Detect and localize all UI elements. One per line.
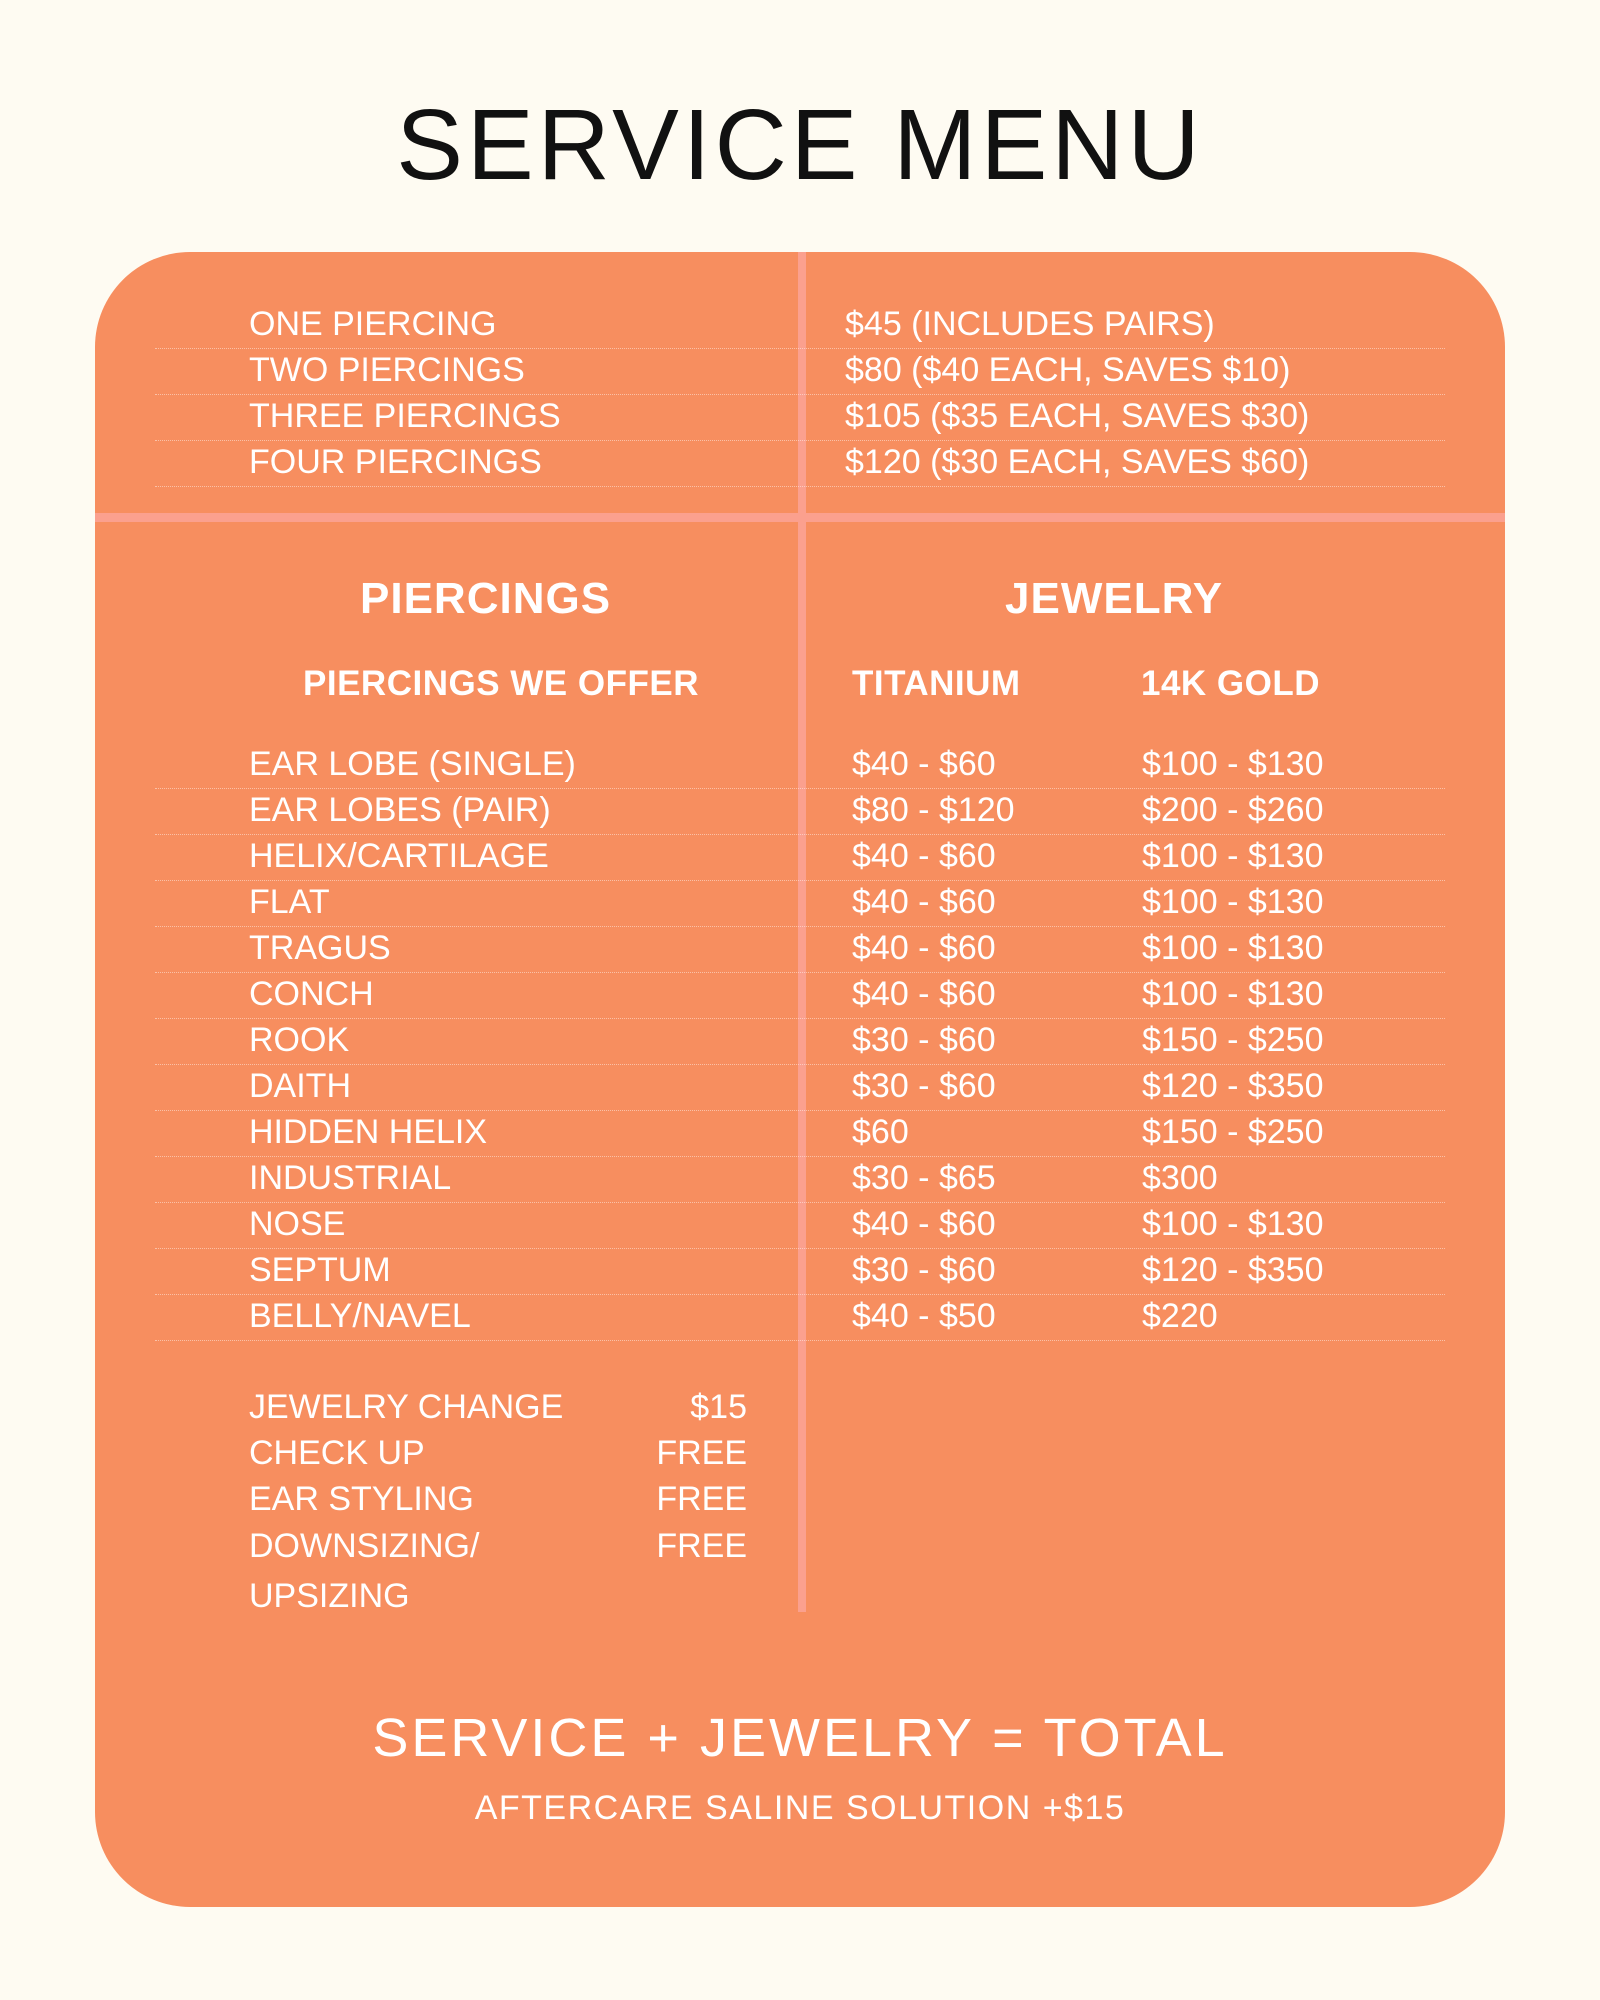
piercing-row xyxy=(155,880,1445,927)
gold-price: $120 - $350 xyxy=(1142,1067,1324,1105)
piercing-name: ROOK xyxy=(249,1021,350,1059)
piercing-name: BELLY/NAVEL xyxy=(249,1297,471,1335)
gold-price: $100 - $130 xyxy=(1142,975,1324,1013)
piercing-row xyxy=(155,1110,1445,1157)
titanium-price: $40 - $60 xyxy=(852,929,996,967)
gold-price: $100 - $130 xyxy=(1142,883,1324,921)
titanium-heading: TITANIUM xyxy=(852,664,1021,703)
piercing-row xyxy=(155,1248,1445,1295)
gold-price: $120 - $350 xyxy=(1142,1251,1324,1289)
piercing-row xyxy=(155,788,1445,835)
titanium-price: $40 - $50 xyxy=(852,1297,996,1335)
extra-price: $15 xyxy=(690,1388,747,1426)
extra-label: EAR STYLING xyxy=(249,1480,474,1518)
titanium-price: $80 - $120 xyxy=(852,791,1015,829)
bundle-row xyxy=(155,394,1445,441)
piercing-name: DAITH xyxy=(249,1067,351,1105)
titanium-price: $60 xyxy=(852,1113,909,1151)
piercing-name: HIDDEN HELIX xyxy=(249,1113,488,1151)
menu-card xyxy=(95,252,1505,1907)
gold-price: $300 xyxy=(1142,1159,1218,1197)
titanium-price: $40 - $60 xyxy=(852,1205,996,1243)
bundle-label: ONE PIERCING xyxy=(249,305,497,343)
jewelry-heading: JEWELRY xyxy=(1005,574,1224,623)
titanium-price: $40 - $60 xyxy=(852,745,996,783)
piercing-row xyxy=(155,1202,1445,1249)
bundle-label: THREE PIERCINGS xyxy=(249,397,561,435)
piercing-name: HELIX/CARTILAGE xyxy=(249,837,549,875)
titanium-price: $40 - $60 xyxy=(852,837,996,875)
piercing-row xyxy=(155,1156,1445,1203)
bundle-row xyxy=(155,440,1445,487)
bundle-row xyxy=(155,302,1445,349)
page-title: SERVICE MENU xyxy=(396,89,1204,201)
piercing-name: NOSE xyxy=(249,1205,346,1243)
piercing-name: EAR LOBE (SINGLE) xyxy=(249,745,576,783)
total-formula: SERVICE + JEWELRY = TOTAL xyxy=(372,1708,1228,1768)
piercing-name: SEPTUM xyxy=(249,1251,391,1289)
piercing-name: INDUSTRIAL xyxy=(249,1159,452,1197)
piercing-name: TRAGUS xyxy=(249,929,391,967)
gold-price: $100 - $130 xyxy=(1142,745,1324,783)
gold-heading: 14K GOLD xyxy=(1141,664,1321,703)
piercings-heading: PIERCINGS xyxy=(360,574,612,623)
titanium-price: $30 - $65 xyxy=(852,1159,996,1197)
bundle-label: FOUR PIERCINGS xyxy=(249,443,542,481)
extra-label: JEWELRY CHANGE xyxy=(249,1388,564,1426)
bundle-price: $80 ($40 EACH, SAVES $10) xyxy=(845,351,1291,389)
extra-label: CHECK UP xyxy=(249,1434,425,1472)
bundle-label: TWO PIERCINGS xyxy=(249,351,525,389)
bundle-price: $45 (INCLUDES PAIRS) xyxy=(845,305,1215,343)
piercings-subheading: PIERCINGS WE OFFER xyxy=(303,664,699,703)
piercing-row xyxy=(155,1064,1445,1111)
piercing-row xyxy=(155,742,1445,789)
titanium-price: $30 - $60 xyxy=(852,1067,996,1105)
titanium-price: $40 - $60 xyxy=(852,975,996,1013)
piercing-name: CONCH xyxy=(249,975,374,1013)
bundle-price: $120 ($30 EACH, SAVES $60) xyxy=(845,443,1310,481)
gold-price: $200 - $260 xyxy=(1142,791,1324,829)
gold-price: $220 xyxy=(1142,1297,1218,1335)
piercing-row xyxy=(155,834,1445,881)
titanium-price: $30 - $60 xyxy=(852,1251,996,1289)
bundle-row xyxy=(155,348,1445,395)
titanium-price: $30 - $60 xyxy=(852,1021,996,1059)
gold-price: $100 - $130 xyxy=(1142,929,1324,967)
aftercare-note: AFTERCARE SALINE SOLUTION +$15 xyxy=(474,1789,1126,1827)
piercing-row xyxy=(155,972,1445,1019)
gold-price: $150 - $250 xyxy=(1142,1113,1324,1151)
piercing-row xyxy=(155,926,1445,973)
extra-price: FREE xyxy=(656,1434,747,1472)
horizontal-divider xyxy=(95,513,1505,522)
titanium-price: $40 - $60 xyxy=(852,883,996,921)
piercing-row xyxy=(155,1294,1445,1341)
piercing-row xyxy=(155,1018,1445,1065)
extra-price: FREE xyxy=(656,1480,747,1518)
gold-price: $150 - $250 xyxy=(1142,1021,1324,1059)
extra-label: DOWNSIZING/ xyxy=(249,1527,480,1565)
extra-price: FREE xyxy=(656,1527,747,1565)
extra-label-continued: UPSIZING xyxy=(249,1577,410,1615)
piercing-name: FLAT xyxy=(249,883,330,921)
bundle-price: $105 ($35 EACH, SAVES $30) xyxy=(845,397,1310,435)
piercing-name: EAR LOBES (PAIR) xyxy=(249,791,551,829)
gold-price: $100 - $130 xyxy=(1142,837,1324,875)
gold-price: $100 - $130 xyxy=(1142,1205,1324,1243)
